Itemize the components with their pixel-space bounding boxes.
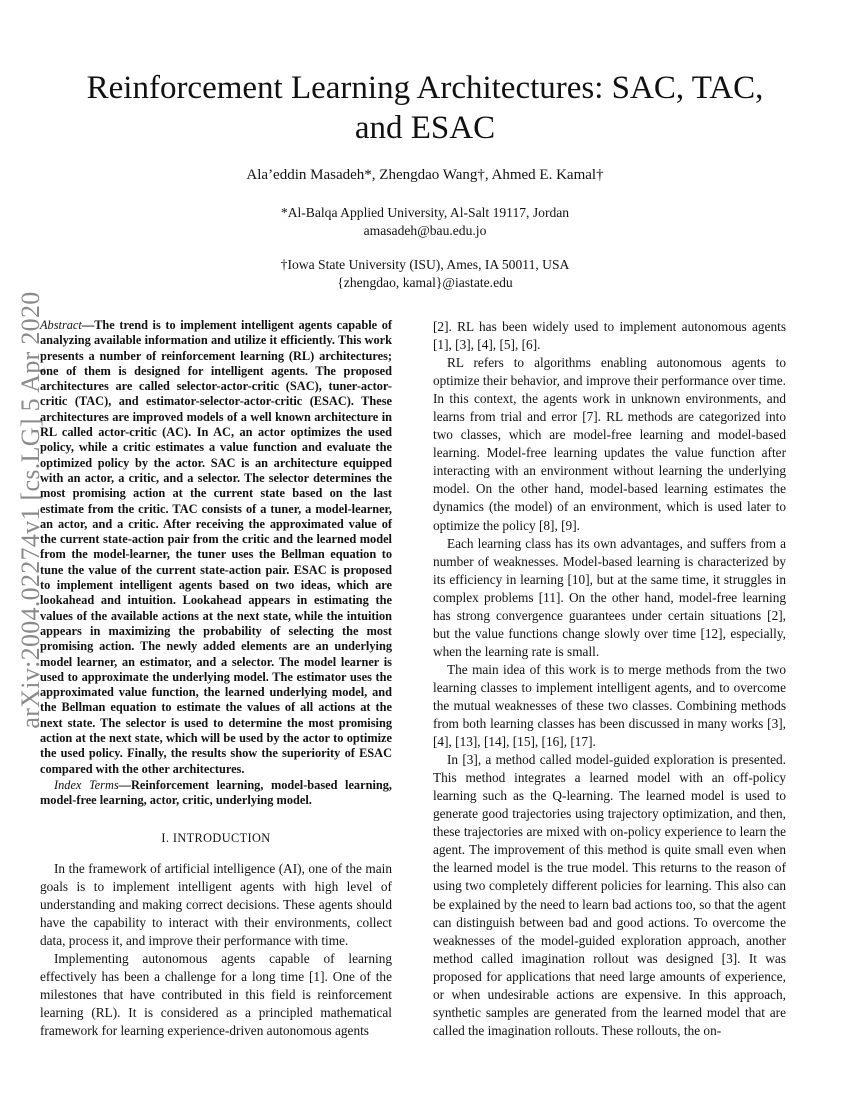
affiliation-1: [60, 204, 790, 239]
affiliation-1-name: *Al-Balqa Applied University, Al-Salt 19117, Jordan: [280, 205, 570, 220]
paragraph: Each learning class has its own advantages, and suffers from a number of weaknesses. Model-based learning is characterized by its efficiency in learning [10], but at the same time, it struggles in complex problems [11]. On the other hand, model-free learning has strong convergence guarantees under certain situations [2], but the value functions change slowly over time [12], especially, when the learning rate is small.: [433, 535, 786, 659]
abstract-label: Abstract: [40, 318, 82, 332]
abstract: [40, 318, 392, 777]
right-column: [433, 318, 786, 1040]
paper-title: Reinforcement Learning Architectures: SAC, TAC, and ESAC: [86, 70, 764, 146]
affiliation-2-name: †Iowa State University (ISU), Ames, IA 50011, USA: [280, 257, 570, 272]
paragraph: The main idea of this work is to merge methods from the two learning classes to implement intelligent agents, and to overcome the mutual weaknesses of these two classes. Combining methods from both learning classes has been discussed in many works [3], [4], [13], [14], [15], [16], [17].: [433, 661, 786, 750]
paragraph: Implementing autonomous agents capable of learning effectively has been a challenge for a long time [1]. One of the milestones that have contributed in this field is reinforcement learning (RL). It is considered as a principled mathematical framework for learning experience-driven autonomous agents: [40, 950, 392, 1038]
index-terms-text: —Reinforcement learning, model-based learning, model-free learning, actor, critic, underlying model.: [40, 777, 392, 808]
abstract-text: —The trend is to implement intelligent agents capable of analyzing available information and utilize it efficiently. This work presents a number of reinforcement learning (RL) architectures; one of them is designed for intelligent agents. The proposed architectures are called selector-actor-critic (SAC), tuner-actor-critic (TAC), and estimator-selector-actor-critic (ESAC). These architectures are improved models of a well known architecture in RL called actor-critic (AC). In AC, an actor optimizes the used policy, while a critic estimates a value function and evaluate the optimized policy by the actor. SAC is an architecture equipped with an actor, a critic, and a selector. The selector determines the most promising action at the current state based on the last estimate from the critic. TAC consists of a tuner, a model-learner, an actor, and a critic. After receiving the approximated value of the current state-action pair from the critic and the learned model from the model-learner, the tuner uses the Bellman equation to tune the value of the current state-action pair. ESAC is proposed to implement intelligent agents based on two ideas, which are lookahead and intuition. Lookahead appears in estimating the values of the available actions at the next state, while the intuition appears in maximizing the probability of selecting the most promising action. The newly added elements are an underlying model learner, an estimator, and a selector. The model learner is used to approximate the underlying model. The estimator uses the approximated value function, the learned underlying model, and the Bellman equation to estimate the values of all actions at the next state. The selector is used to determine the most promising action at the next state, which will be used by the actor to optimize the used policy. Finally, the results show the superiority of ESAC compared with the other architectures.: [40, 318, 392, 776]
arxiv-id: arXiv:2004.02274v1 [cs.LG] 5 Apr 2020: [16, 291, 45, 729]
index-terms-label: Index Terms: [54, 777, 119, 792]
affiliation-2-email: {zhengdao, kamal}@iastate.edu: [337, 274, 513, 290]
paragraph: [2]. RL has been widely used to implement autonomous agents [1], [3], [4], [5], [6].: [433, 319, 786, 353]
paragraph: RL refers to algorithms enabling autonomous agents to optimize their behavior, and improve their performance over time. In this context, the agents work in unknown environments, and learns from trial and error [7]. RL methods are categorized into two classes, which are model-free learning and model-based learning. Model-free learning updates the value function after interacting with an environment without learning the underlying model. On the other hand, model-based learning estimates the dynamics (the model) of an environment, which is used later to optimize the policy [8], [9].: [433, 355, 786, 533]
paragraph: In [3], a method called model-guided exploration is presented. This method integrates a learned model with an off-policy learning such as the Q-learning. The learned model is used to generate good trajectories using trajectory optimization, and then, these trajectories are mixed with on-policy experience to learn the agent. The improvement of this method is quite small even when the learned model is the true model. This returns to the reason of using two completely different policies for learning. This also can be explained by the need to learn bad actions too, so that the agent can distinguish between bad and good actions. To overcome the weaknesses of the model-guided exploration approach, another method called imagination rollout was designed [3]. It was proposed for applications that need large amounts of experience, or when undesirable actions are expensive. In this approach, synthetic samples are generated from the learned model that are called the imagination rollouts. These rollouts, the on-: [433, 752, 786, 1038]
paragraph: In the framework of artificial intelligence (AI), one of the main goals is to implement intelligent agents with high level of understanding and making correct decisions. These agents should have the capability to interact with their environments, collect data, process it, and improve their performance with time.: [40, 860, 392, 948]
section-heading-introduction: I. INTRODUCTION: [161, 830, 271, 845]
author-list: Ala’eddin Masadeh*, Zhengdao Wang†, Ahmed E. Kamal†: [246, 167, 604, 183]
left-column: [40, 318, 392, 1040]
index-terms: [40, 778, 392, 809]
affiliation-1-email: amasadeh@bau.edu.jo: [363, 222, 487, 238]
introduction-left-body: [40, 860, 392, 1040]
affiliation-2: [60, 256, 790, 291]
